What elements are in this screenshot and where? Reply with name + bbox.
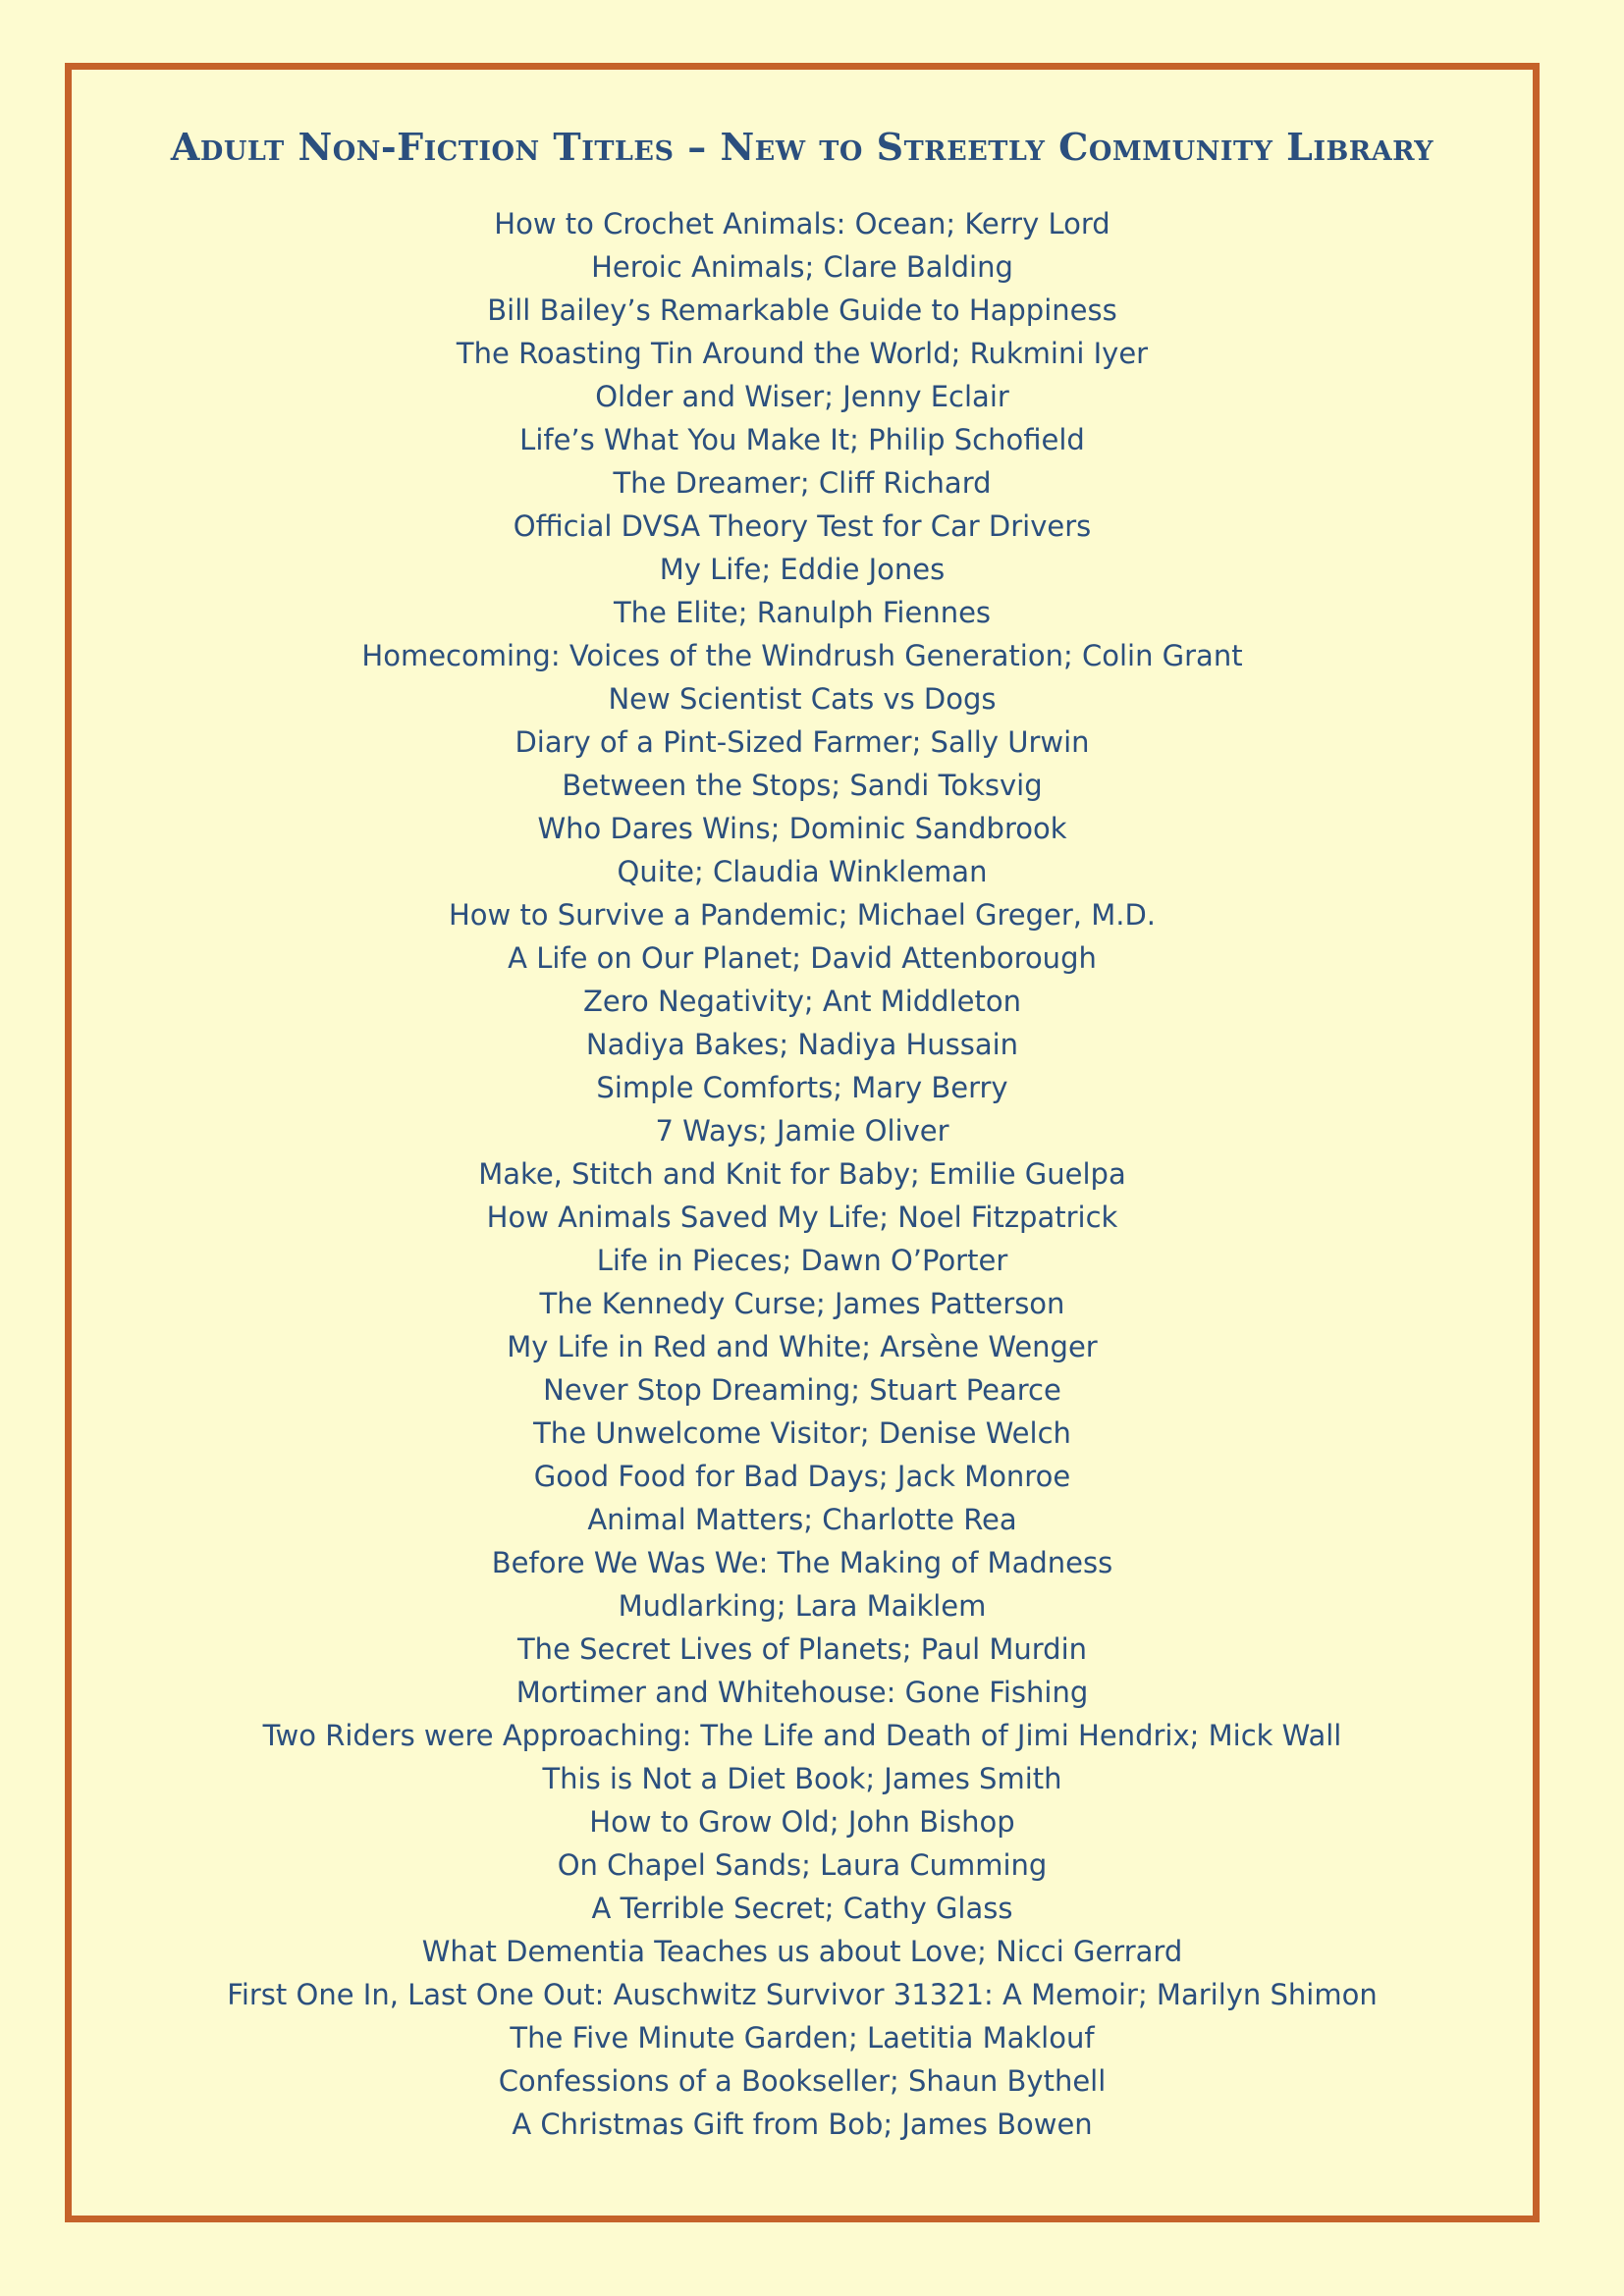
book-list-item: My Life; Eddie Jones — [659, 553, 946, 586]
book-list-item: Confessions of a Bookseller; Shaun Bythell — [498, 2064, 1107, 2098]
book-list-item: Simple Comforts; Mary Berry — [596, 1071, 1008, 1104]
book-list-item: My Life in Red and White; Arsène Wenger — [507, 1330, 1098, 1363]
book-list-item: The Unwelcome Visitor; Denise Welch — [533, 1416, 1071, 1450]
book-list-item: Animal Matters; Charlotte Rea — [587, 1503, 1017, 1536]
book-list-item: What Dementia Teaches us about Love; Nicci Gerrard — [421, 1935, 1183, 1968]
book-list-item: Never Stop Dreaming; Stuart Pearce — [543, 1373, 1061, 1407]
book-list-item: How to Survive a Pandemic; Michael Greger, M.D. — [448, 898, 1157, 932]
book-list-item: First One In, Last One Out: Auschwitz Survivor 31321: A Memoir; Marilyn Shimon — [227, 1978, 1378, 2011]
book-list-item: How to Crochet Animals: Ocean; Kerry Lord — [494, 207, 1110, 240]
book-list-item: 7 Ways; Jamie Oliver — [655, 1114, 949, 1148]
book-list-item: Homecoming: Voices of the Windrush Generation; Colin Grant — [361, 639, 1243, 672]
book-list-item: Between the Stops; Sandi Toksvig — [562, 769, 1043, 802]
book-list-item: The Five Minute Garden; Laetitia Maklouf — [510, 2021, 1095, 2055]
book-list-item: The Kennedy Curse; James Patterson — [539, 1287, 1065, 1320]
book-list-item: The Elite; Ranulph Fiennes — [613, 596, 992, 629]
book-list-item: Older and Wiser; Jenny Eclair — [595, 380, 1009, 413]
book-list-item: A Christmas Gift from Bob; James Bowen — [512, 2108, 1093, 2141]
page-title: Adult Non-Fiction Titles – New to Streetly Community Library — [170, 125, 1435, 169]
book-list — [72, 202, 1533, 2146]
book-list-item: Diary of a Pint-Sized Farmer; Sally Urwin — [514, 725, 1090, 759]
book-list-item: Make, Stitch and Knit for Baby; Emilie Guelpa — [478, 1157, 1126, 1191]
book-list-item: New Scientist Cats vs Dogs — [608, 682, 997, 716]
book-list-item: Who Dares Wins; Dominic Sandbrook — [537, 812, 1067, 845]
book-list-item: Before We Was We: The Making of Madness — [491, 1546, 1113, 1579]
book-list-item: How to Grow Old; John Bishop — [589, 1805, 1015, 1839]
book-list-item: Life’s What You Make It; Philip Schofield — [519, 423, 1085, 456]
book-list-item: Mortimer and Whitehouse: Gone Fishing — [515, 1676, 1089, 1709]
book-list-item: The Roasting Tin Around the World; Rukmini Iyer — [456, 337, 1149, 370]
book-list-item: Zero Negativity; Ant Middleton — [583, 985, 1021, 1018]
book-list-item: A Life on Our Planet; David Attenborough — [508, 941, 1097, 975]
book-list-item: The Secret Lives of Planets; Paul Murdin — [516, 1632, 1088, 1666]
book-list-item: This is Not a Diet Book; James Smith — [542, 1762, 1062, 1795]
page-border — [65, 63, 1540, 2222]
book-list-item: On Chapel Sands; Laura Cumming — [557, 1848, 1048, 1882]
book-list-item: The Dreamer; Cliff Richard — [613, 466, 992, 500]
book-list-item: Nadiya Bakes; Nadiya Hussain — [585, 1028, 1019, 1061]
book-list-item: A Terrible Secret; Cathy Glass — [591, 1892, 1013, 1925]
book-list-item: Official DVSA Theory Test for Car Drivers — [513, 509, 1092, 543]
book-list-item: Mudlarking; Lara Maiklem — [618, 1589, 987, 1623]
book-list-item: How Animals Saved My Life; Noel Fitzpatrick — [486, 1201, 1118, 1234]
book-list-item: Good Food for Bad Days; Jack Monroe — [533, 1460, 1071, 1493]
book-list-item: Quite; Claudia Winkleman — [617, 855, 988, 888]
book-list-item: Life in Pieces; Dawn O’Porter — [596, 1244, 1008, 1277]
book-list-item: Heroic Animals; Clare Balding — [591, 250, 1013, 284]
book-list-item: Two Riders were Approaching: The Life and Death of Jimi Hendrix; Mick Wall — [262, 1719, 1342, 1752]
book-list-item: Bill Bailey’s Remarkable Guide to Happiness — [487, 294, 1117, 327]
